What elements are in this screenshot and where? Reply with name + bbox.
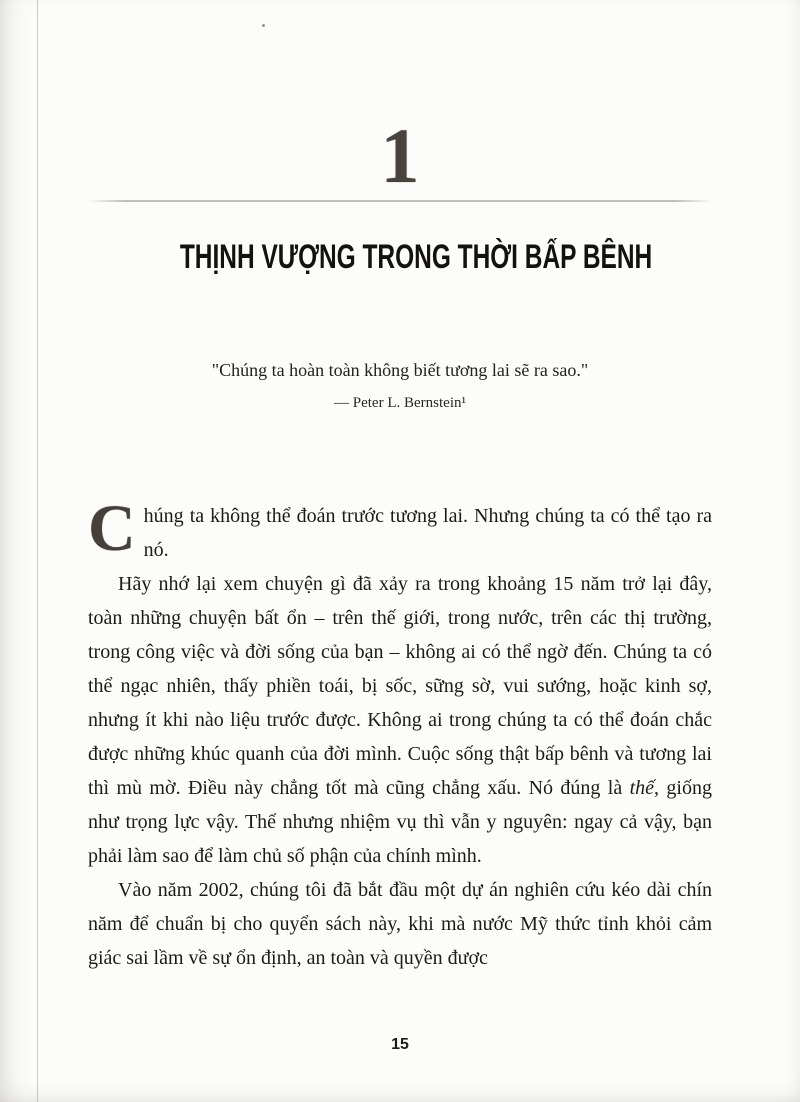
epigraph-quote: "Chúng ta hoàn toàn không biết tương lai sẽ ra sao.": [211, 360, 589, 380]
divider-line: [88, 200, 712, 202]
epigraph-attribution: — Peter L. Bernstein¹: [334, 395, 466, 411]
paragraph-3: Vào năm 2002, chúng tôi đã bắt đầu một dự án nghiên cứu kéo dài chín năm để chuẩn bị cho quyển sách này, khi mà nước Mỹ thức tỉnh khỏi cảm giác sai lầm về sự ổn định, an toàn và quyền được: [88, 879, 712, 969]
body-text: [88, 492, 712, 975]
chapter-number: 1: [380, 112, 420, 199]
paragraph-2: Hãy nhớ lại xem chuyện gì đã xảy ra trong khoảng 15 năm trở lại đây, toàn những chuyện bất ổn – trên thế giới, trong nước, trên các thị trường, trong công việc và đời sống của bạn – không ai có thể ngờ đến. Chúng ta có thể ngạc nhiên, thấy phiền toái, bị sốc, sững sờ, vui sướng, hoặc kinh sợ, nhưng ít khi nào liệu trước được. Không ai trong chúng ta có thể đoán chắc được những khúc quanh của đời mình. Cuộc sống thật bấp bênh và tương lai thì mù mờ. Điều này chẳng tốt mà cũng chẳng xấu. Nó đúng là thế, giống như trọng lực vậy. Thế nhưng nhiệm vụ thì vẫn y nguyên: ngay cả vậy, bạn phải làm sao để làm chủ số phận của chính mình.: [88, 573, 712, 867]
chapter-title-text: THỊNH VƯỢNG TRONG THỜI BẤP BÊNH: [179, 238, 653, 276]
chapter-title: [88, 238, 712, 276]
paragraph-1: [88, 492, 712, 567]
page-number: 15: [391, 1036, 409, 1053]
epigraph: [88, 358, 712, 413]
drop-cap: C: [88, 492, 136, 565]
scan-speck: [262, 24, 265, 27]
paragraph-1-text: húng ta không thể đoán trước tương lai. Nhưng chúng ta có thể tạo ra nó.: [143, 505, 712, 561]
scan-edge-line: [37, 0, 38, 1102]
